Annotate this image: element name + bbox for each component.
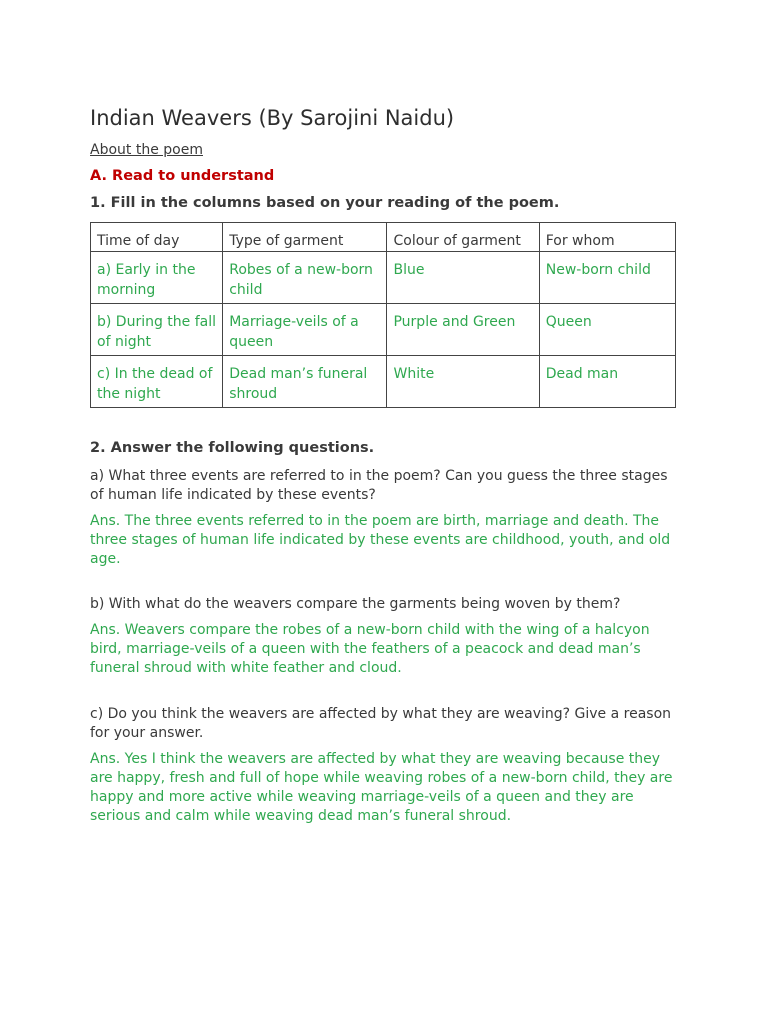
table-cell: Dead man’s funeral shroud <box>223 356 387 408</box>
question-text: c) Do you think the weavers are affected by what they are weaving? Give a reason for your answer. <box>90 706 672 741</box>
header-for-whom: For whom <box>539 223 675 252</box>
qa-block-b <box>90 595 676 678</box>
question-1-heading: 1. Fill in the columns based on your reading of the poem. <box>90 195 560 211</box>
table-cell: Robes of a new-born child <box>223 252 387 304</box>
table-cell: c) In the dead of the night <box>91 356 223 408</box>
table-cell: Queen <box>539 304 675 356</box>
table-row <box>91 252 676 304</box>
garment-table <box>90 222 676 408</box>
question-text: b) With what do the weavers compare the garments being woven by them? <box>90 596 621 612</box>
table-row <box>91 304 676 356</box>
header-colour-of-garment: Colour of garment <box>387 223 539 252</box>
table-cell: White <box>387 356 539 408</box>
table-row <box>91 356 676 408</box>
question-2-heading: 2. Answer the following questions. <box>90 440 375 456</box>
section-heading-a: A. Read to understand <box>90 168 275 184</box>
page-title: Indian Weavers (By Sarojini Naidu) <box>90 106 455 130</box>
qa-block-a <box>90 467 676 569</box>
table-cell: Marriage-veils of a queen <box>223 304 387 356</box>
question-text: a) What three events are referred to in the poem? Can you guess the three stages of human life indicated by these events? <box>90 468 668 503</box>
answer-text: Ans. Weavers compare the robes of a new-born child with the wing of a halcyon bird, marriage-veils of a queen with the feathers of a peacock and dead man’s funeral shroud with white feather and cloud. <box>90 622 650 676</box>
table-cell: a) Early in the morning <box>91 252 223 304</box>
qa-block-c <box>90 705 676 826</box>
table-cell: b) During the fall of night <box>91 304 223 356</box>
table-cell: Blue <box>387 252 539 304</box>
table-cell: Dead man <box>539 356 675 408</box>
answer-text: Ans. The three events referred to in the poem are birth, marriage and death. The three stages of human life indicated by these events are childhood, youth, and old age. <box>90 513 671 567</box>
table-cell: New-born child <box>539 252 675 304</box>
header-type-of-garment: Type of garment <box>223 223 387 252</box>
table-cell: Purple and Green <box>387 304 539 356</box>
header-time-of-day: Time of day <box>91 223 223 252</box>
answer-text: Ans. Yes I think the weavers are affected by what they are weaving because they are happy, fresh and full of hope while weaving robes of a new-born child, they are happy and more active while weaving marriage-veils of a queen and they are serious and calm while weaving dead man’s funeral shroud. <box>90 751 673 824</box>
about-poem-link[interactable]: About the poem <box>90 142 203 158</box>
table-header-row <box>91 223 676 252</box>
